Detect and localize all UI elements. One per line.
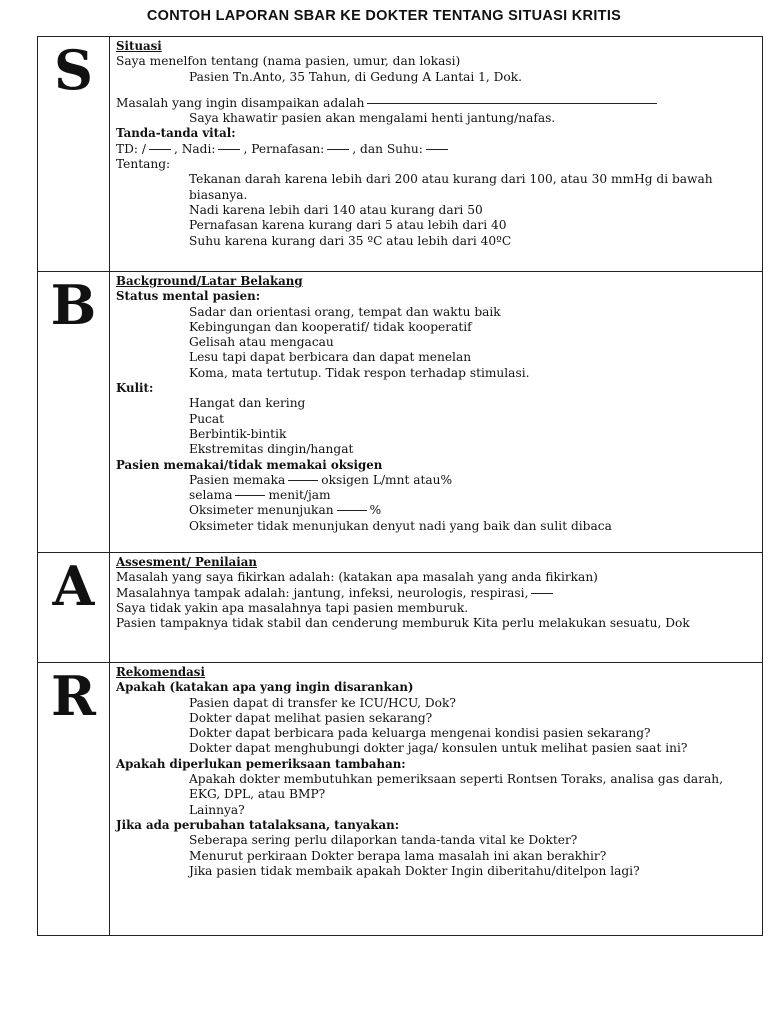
vital-suhu: , dan Suhu: — [352, 141, 423, 156]
letter-cell-b — [38, 272, 110, 553]
rekomendasi-heading: Rekomendasi — [116, 665, 205, 679]
tatalaksana-heading: Jika ada perubahan tatalaksana, tanyakan: — [116, 817, 400, 832]
mental-item-4: Lesu tapi dapat berbicara dan dapat menelan — [189, 350, 472, 365]
apakah-item-2: Dokter dapat melihat pasien sekarang? — [189, 710, 433, 725]
tentang-item-3: Pernafasan karena kurang dari 5 atau lebih dari 40 — [189, 218, 507, 233]
tentang-item-4: Suhu karena kurang dari 35 ºC atau lebih dari 40ºC — [189, 233, 512, 248]
apakah-item-3: Dokter dapat berbicara pada keluarga mengenai kondisi pasien sekarang? — [189, 726, 651, 741]
blank-line — [337, 510, 367, 511]
kulit-item-2: Pucat — [189, 411, 225, 426]
tatalaksana-item-1: Seberapa sering perlu dilaporkan tanda-tanda vital ke Dokter? — [189, 833, 578, 848]
tentang-item-2: Nadi karena lebih dari 140 atau kurang dari 50 — [189, 202, 483, 217]
kulit-item-4: Ekstremitas dingin/hangat — [189, 442, 354, 457]
letter-cell-s — [38, 37, 110, 272]
mental-status-heading: Status mental pasien: — [116, 289, 261, 304]
spacer — [116, 85, 756, 96]
tentang-item-1: Tekanan darah karena lebih dari 200 atau kurang dari 100, atau 30 mmHg di bawah biasanya. — [189, 172, 713, 202]
oksigen-item-4: Oksimeter tidak menunjukan denyut nadi yang baik dan sulit dibaca — [189, 518, 612, 533]
assesment-line-2 — [116, 586, 756, 601]
oksigen-item-3 — [116, 503, 756, 518]
vital-heading: Tanda-tanda vital: — [116, 126, 236, 141]
pemeriksaan-item-1: Apakah dokter membutuhkan pemeriksaan seperti Rontsen Toraks, analisa gas darah, EKG, DPL, atau BMP? — [189, 772, 724, 802]
letter-cell-r — [38, 663, 110, 936]
blank-line — [531, 593, 553, 594]
oksigen-item-2-b: menit/jam — [268, 488, 331, 503]
assesment-line-3: Saya tidak yakin apa masalahnya tapi pasien memburuk. — [116, 600, 469, 615]
blank-line — [218, 149, 240, 150]
situasi-line-4: Saya khawatir pasien akan mengalami henti jantung/nafas. — [189, 111, 556, 126]
oksigen-item-2 — [116, 488, 756, 503]
oksigen-item-3-b: % — [369, 503, 382, 518]
oksigen-item-1-b: oksigen L/mnt atau% — [321, 472, 453, 487]
assesment-content — [110, 553, 763, 663]
blank-line — [327, 149, 349, 150]
kulit-heading: Kulit: — [116, 381, 154, 396]
situasi-line-1: Saya menelfon tentang (nama pasien, umur, dan lokasi) — [116, 54, 461, 69]
assesment-line-2-text: Masalahnya tampak adalah: jantung, infeksi, neurologis, respirasi, — [116, 585, 529, 600]
tentang-label: Tentang: — [116, 157, 171, 172]
mental-item-2: Kebingungan dan kooperatif/ tidak kooperatif — [189, 319, 472, 334]
oksigen-heading: Pasien memakai/tidak memakai oksigen — [116, 457, 383, 472]
letter-cell-a — [38, 553, 110, 663]
mental-item-1: Sadar dan orientasi orang, tempat dan waktu baik — [189, 304, 501, 319]
letter-r: R — [51, 664, 96, 728]
assesment-heading: Assesment/ Penilaian — [116, 555, 257, 569]
rekomendasi-row — [38, 663, 763, 936]
tatalaksana-item-2: Menurut perkiraan Dokter berapa lama masalah ini akan berakhir? — [189, 848, 607, 863]
kulit-item-3: Berbintik-bintik — [189, 426, 287, 441]
blank-line — [288, 480, 318, 481]
vital-line — [116, 142, 756, 157]
vital-td: TD: / — [116, 141, 146, 156]
blank-line — [235, 495, 265, 496]
situasi-row — [38, 37, 763, 272]
pemeriksaan-item-2: Lainnya? — [189, 802, 245, 817]
kulit-item-1: Hangat dan kering — [189, 396, 306, 411]
mental-item-5: Koma, mata tertutup. Tidak respon terhadap stimulasi. — [189, 365, 530, 380]
vital-pernafasan: , Pernafasan: — [243, 141, 325, 156]
background-heading: Background/Latar Belakang — [116, 274, 303, 288]
oksigen-item-2-a: selama — [189, 488, 233, 503]
assesment-line-4: Pasien tampaknya tidak stabil dan cenderung memburuk Kita perlu melakukan sesuatu, Dok — [116, 616, 690, 631]
assesment-row — [38, 553, 763, 663]
blank-line — [426, 149, 448, 150]
situasi-line-3 — [116, 96, 756, 111]
rekomendasi-content — [110, 663, 763, 936]
background-content — [110, 272, 763, 553]
letter-a: A — [52, 554, 95, 618]
apakah-item-1: Pasien dapat di transfer ke ICU/HCU, Dok? — [189, 695, 456, 710]
apakah-heading: Apakah (katakan apa yang ingin disarankan) — [116, 680, 414, 695]
letter-b: B — [50, 273, 97, 337]
situasi-line-2: Pasien Tn.Anto, 35 Tahun, di Gedung A Lantai 1, Dok. — [189, 69, 523, 84]
oksigen-item-3-a: Oksimeter menunjukan — [189, 503, 334, 518]
blank-line — [149, 149, 171, 150]
tatalaksana-item-3: Jika pasien tidak membaik apakah Dokter Ingin diberitahu/ditelpon lagi? — [189, 863, 640, 878]
blank-line — [367, 103, 657, 104]
sbar-table — [37, 36, 763, 936]
situasi-heading: Situasi — [116, 39, 162, 53]
situasi-content — [110, 37, 763, 272]
background-row — [38, 272, 763, 553]
oksigen-item-1 — [116, 473, 756, 488]
oksigen-item-1-a: Pasien memaka — [189, 472, 286, 487]
situasi-line-3-text: Masalah yang ingin disampaikan adalah — [116, 95, 365, 110]
apakah-item-4: Dokter dapat menghubungi dokter jaga/ konsulen untuk melihat pasien saat ini? — [189, 741, 688, 756]
vital-nadi: , Nadi: — [174, 141, 216, 156]
assesment-line-1: Masalah yang saya fikirkan adalah: (katakan apa masalah yang anda fikirkan) — [116, 570, 598, 585]
pemeriksaan-heading: Apakah diperlukan pemeriksaan tambahan: — [116, 756, 406, 771]
letter-s: S — [54, 38, 93, 102]
document-title: CONTOH LAPORAN SBAR KE DOKTER TENTANG SITUASI KRITIS — [146, 8, 622, 24]
mental-item-3: Gelisah atau mengacau — [189, 335, 334, 350]
